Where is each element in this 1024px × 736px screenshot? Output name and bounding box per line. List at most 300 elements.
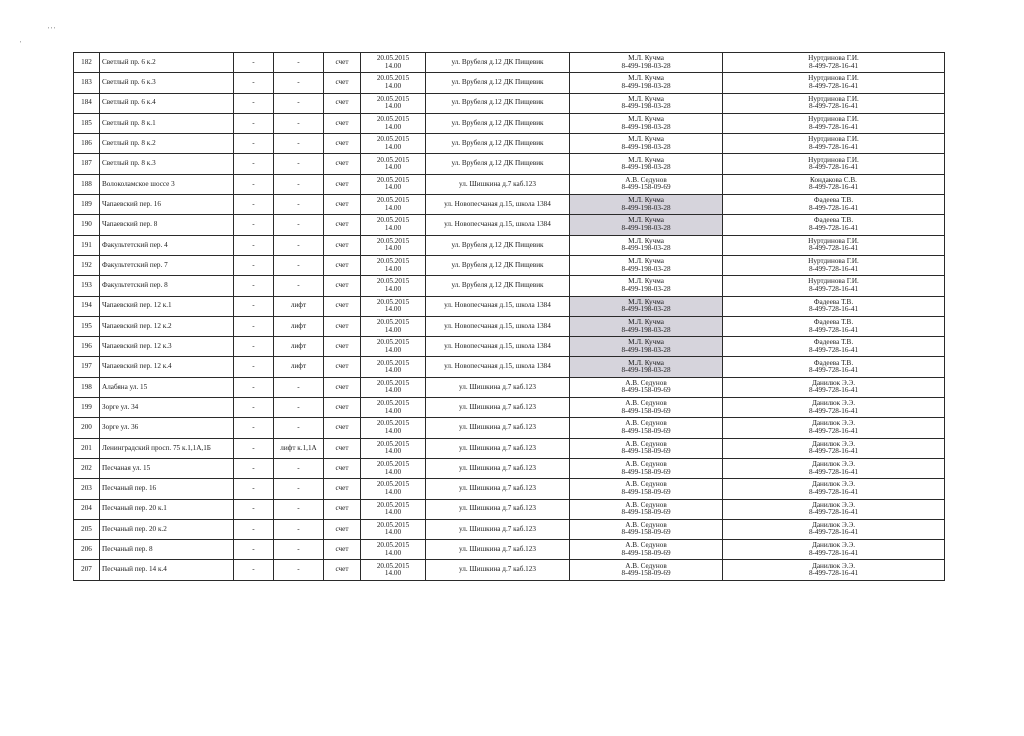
- row-number-cell: [74, 276, 100, 296]
- table-row: [74, 195, 945, 215]
- row-number: 192: [81, 260, 92, 269]
- address-cell: [100, 499, 234, 519]
- col-a-value: -: [252, 159, 255, 168]
- row-number: 184: [81, 98, 92, 107]
- meeting-date: 20.05.2015: [376, 500, 410, 509]
- col-a-cell: [234, 499, 274, 519]
- meeting-time: 14.00: [384, 183, 402, 192]
- address-cell: [100, 113, 234, 133]
- responsible-name: М.Л. Кучма: [628, 317, 664, 326]
- responsible-name: А.В. Седунов: [625, 399, 667, 408]
- col-b-value: -: [297, 57, 300, 66]
- responsible-phone: 8-499-158-09-69: [621, 183, 671, 192]
- meeting-date: 20.05.2015: [376, 175, 410, 184]
- col-c-cell: [324, 195, 361, 215]
- meeting-date: 20.05.2015: [376, 358, 410, 367]
- col-a-value: -: [252, 321, 255, 330]
- col-a-cell: [234, 560, 274, 580]
- col-a-cell: [234, 357, 274, 377]
- row-number-cell: [74, 215, 100, 235]
- row-number: 190: [81, 220, 92, 229]
- datetime-cell: [361, 479, 426, 499]
- meeting-date: 20.05.2015: [376, 94, 410, 103]
- meeting-date: 20.05.2015: [376, 74, 410, 83]
- col-a-value: -: [252, 524, 255, 533]
- responsible-phone: 8-499-158-09-69: [621, 406, 671, 415]
- row-number-cell: [74, 357, 100, 377]
- col-a-value: -: [252, 281, 255, 290]
- address-cell: [100, 296, 234, 316]
- address-text: Чапаевский пер. 8: [102, 220, 158, 229]
- contact-name: Нуртдинова Г.И.: [808, 114, 859, 123]
- meeting-location: ул. Шишкина д.7 каб.123: [459, 463, 536, 472]
- contact-phone: 8-499-728-16-41: [808, 203, 859, 212]
- responsible-cell: [570, 134, 723, 154]
- contact-cell: [723, 398, 945, 418]
- responsible-phone: 8-499-158-09-69: [621, 548, 671, 557]
- col-b-value: -: [297, 199, 300, 208]
- responsible-cell: [570, 276, 723, 296]
- contact-phone: 8-499-728-16-41: [808, 264, 859, 273]
- scan-artifact: ': [20, 40, 22, 48]
- meeting-date: 20.05.2015: [376, 460, 410, 469]
- contact-cell: [723, 255, 945, 275]
- meeting-date: 20.05.2015: [376, 439, 410, 448]
- address-text: Песчаный пер. 20 к.2: [102, 524, 167, 533]
- datetime-cell: [361, 519, 426, 539]
- col-a-value: -: [252, 118, 255, 127]
- meeting-time: 14.00: [384, 508, 402, 517]
- col-c-cell: [324, 276, 361, 296]
- meeting-date: 20.05.2015: [376, 155, 410, 164]
- meeting-location: ул. Шишкина д.7 каб.123: [459, 423, 536, 432]
- col-b-cell: [274, 154, 324, 174]
- col-b-cell: [274, 316, 324, 336]
- address-text: Волоколамское шоссе 3: [102, 179, 175, 188]
- col-b-value: -: [297, 98, 300, 107]
- location-cell: [426, 377, 570, 397]
- address-cell: [100, 154, 234, 174]
- col-b-cell: [274, 337, 324, 357]
- datetime-cell: [361, 296, 426, 316]
- meeting-time: 14.00: [384, 305, 402, 314]
- responsible-phone: 8-499-158-09-69: [621, 386, 671, 395]
- responsible-cell: [570, 458, 723, 478]
- row-number: 188: [81, 179, 92, 188]
- contact-cell: [723, 316, 945, 336]
- row-number-cell: [74, 195, 100, 215]
- row-number: 187: [81, 159, 92, 168]
- responsible-name: М.Л. Кучма: [628, 358, 664, 367]
- table-row: [74, 174, 945, 194]
- col-c-value: счет: [335, 463, 349, 472]
- contact-name: Нуртдинова Г.И.: [808, 94, 859, 103]
- contact-cell: [723, 540, 945, 560]
- address-text: Песчаный пер. 8: [102, 544, 153, 553]
- responsible-name: А.В. Седунов: [625, 500, 667, 509]
- meeting-location: ул. Шишкина д.7 каб.123: [459, 544, 536, 553]
- responsible-phone: 8-499-198-03-28: [621, 61, 671, 70]
- row-number-cell: [74, 458, 100, 478]
- col-a-cell: [234, 195, 274, 215]
- col-b-value: -: [297, 260, 300, 269]
- meeting-location: ул. Шишкина д.7 каб.123: [459, 524, 536, 533]
- responsible-name: М.Л. Кучма: [628, 196, 664, 205]
- col-c-cell: [324, 398, 361, 418]
- address-text: Зорге ул. 34: [102, 402, 139, 411]
- col-c-cell: [324, 377, 361, 397]
- row-number: 203: [81, 484, 92, 493]
- contact-phone: 8-499-728-16-41: [808, 447, 859, 456]
- responsible-cell: [570, 479, 723, 499]
- row-number: 193: [81, 281, 92, 290]
- location-cell: [426, 215, 570, 235]
- col-b-value: -: [297, 524, 300, 533]
- col-c-value: счет: [335, 78, 349, 87]
- address-cell: [100, 93, 234, 113]
- table-row: [74, 519, 945, 539]
- row-number: 183: [81, 78, 92, 87]
- col-c-value: счет: [335, 220, 349, 229]
- row-number: 191: [81, 240, 92, 249]
- col-b-value: -: [297, 565, 300, 574]
- col-c-cell: [324, 458, 361, 478]
- col-b-value: -: [297, 240, 300, 249]
- contact-phone: 8-499-728-16-41: [808, 224, 859, 233]
- meeting-location: ул. Новопесчаная д.15, школа 1384: [444, 342, 551, 351]
- responsible-phone: 8-499-198-03-28: [621, 305, 671, 314]
- col-b-cell: [274, 93, 324, 113]
- contact-phone: 8-499-728-16-41: [808, 183, 859, 192]
- contact-cell: [723, 357, 945, 377]
- col-a-value: -: [252, 544, 255, 553]
- address-text: Песчаный пер. 16: [102, 484, 157, 493]
- responsible-cell: [570, 560, 723, 580]
- datetime-cell: [361, 398, 426, 418]
- row-number-cell: [74, 53, 100, 73]
- meeting-location: ул. Врубеля д.12 ДК Пищевик: [451, 159, 544, 168]
- row-number-cell: [74, 255, 100, 275]
- contact-phone: 8-499-728-16-41: [808, 487, 859, 496]
- col-a-value: -: [252, 504, 255, 513]
- col-b-cell: [274, 418, 324, 438]
- datetime-cell: [361, 276, 426, 296]
- col-c-cell: [324, 215, 361, 235]
- col-c-cell: [324, 134, 361, 154]
- col-c-value: счет: [335, 118, 349, 127]
- row-number-cell: [74, 540, 100, 560]
- col-b-value: лифт: [290, 342, 307, 351]
- responsible-name: М.Л. Кучма: [628, 74, 664, 83]
- location-cell: [426, 73, 570, 93]
- responsible-cell: [570, 296, 723, 316]
- responsible-cell: [570, 316, 723, 336]
- location-cell: [426, 113, 570, 133]
- datetime-cell: [361, 316, 426, 336]
- responsible-cell: [570, 357, 723, 377]
- col-b-cell: [274, 560, 324, 580]
- col-b-cell: [274, 398, 324, 418]
- col-a-cell: [234, 93, 274, 113]
- responsible-phone: 8-499-158-09-69: [621, 528, 671, 537]
- address-cell: [100, 276, 234, 296]
- meeting-location: ул. Шишкина д.7 каб.123: [459, 179, 536, 188]
- address-text: Песчаный пер. 14 к.4: [102, 565, 167, 574]
- col-a-value: -: [252, 98, 255, 107]
- meeting-location: ул. Новопесчаная д.15, школа 1384: [444, 220, 551, 229]
- location-cell: [426, 235, 570, 255]
- col-a-cell: [234, 113, 274, 133]
- row-number-cell: [74, 499, 100, 519]
- col-a-cell: [234, 215, 274, 235]
- meeting-location: ул. Врубеля д.12 ДК Пищевик: [451, 57, 544, 66]
- responsible-phone: 8-499-198-03-28: [621, 203, 671, 212]
- col-a-cell: [234, 235, 274, 255]
- meeting-date: 20.05.2015: [376, 236, 410, 245]
- col-c-cell: [324, 438, 361, 458]
- responsible-phone: 8-499-158-09-69: [621, 426, 671, 435]
- col-a-cell: [234, 154, 274, 174]
- responsible-phone: 8-499-158-09-69: [621, 447, 671, 456]
- col-c-cell: [324, 479, 361, 499]
- contact-name: Нуртдинова Г.И.: [808, 236, 859, 245]
- table-row: [74, 134, 945, 154]
- address-text: Факультетский пер. 7: [102, 260, 168, 269]
- responsible-name: А.В. Седунов: [625, 419, 667, 428]
- col-b-cell: [274, 499, 324, 519]
- row-number-cell: [74, 113, 100, 133]
- meeting-date: 20.05.2015: [376, 561, 410, 570]
- datetime-cell: [361, 438, 426, 458]
- meeting-time: 14.00: [384, 528, 402, 537]
- contact-name: Данилюк Э.Э.: [811, 500, 856, 509]
- col-a-value: -: [252, 463, 255, 472]
- meeting-location: ул. Врубеля д.12 ДК Пищевик: [451, 139, 544, 148]
- col-b-cell: [274, 215, 324, 235]
- meeting-time: 14.00: [384, 163, 402, 172]
- col-b-cell: [274, 255, 324, 275]
- responsible-cell: [570, 93, 723, 113]
- responsible-cell: [570, 337, 723, 357]
- meeting-date: 20.05.2015: [376, 317, 410, 326]
- responsible-name: А.В. Седунов: [625, 541, 667, 550]
- table-row: [74, 215, 945, 235]
- contact-cell: [723, 560, 945, 580]
- location-cell: [426, 296, 570, 316]
- meeting-time: 14.00: [384, 325, 402, 334]
- col-b-cell: [274, 195, 324, 215]
- contact-cell: [723, 377, 945, 397]
- table-body: [74, 53, 945, 581]
- meeting-location: ул. Врубеля д.12 ДК Пищевик: [451, 260, 544, 269]
- col-b-value: -: [297, 220, 300, 229]
- address-text: Песчаная ул. 15: [102, 463, 151, 472]
- col-a-value: -: [252, 484, 255, 493]
- location-cell: [426, 418, 570, 438]
- contact-phone: 8-499-728-16-41: [808, 569, 859, 578]
- meeting-time: 14.00: [384, 386, 402, 395]
- row-number-cell: [74, 296, 100, 316]
- meeting-time: 14.00: [384, 345, 402, 354]
- col-c-cell: [324, 73, 361, 93]
- table-row: [74, 540, 945, 560]
- address-cell: [100, 438, 234, 458]
- location-cell: [426, 519, 570, 539]
- col-c-cell: [324, 93, 361, 113]
- meeting-location: ул. Врубеля д.12 ДК Пищевик: [451, 281, 544, 290]
- contact-phone: 8-499-728-16-41: [808, 386, 859, 395]
- col-c-value: счет: [335, 199, 349, 208]
- contact-phone: 8-499-728-16-41: [808, 345, 859, 354]
- responsible-phone: 8-499-198-03-28: [621, 102, 671, 111]
- col-b-value: лифт: [290, 301, 307, 310]
- col-b-value: -: [297, 159, 300, 168]
- col-b-value: -: [297, 179, 300, 188]
- responsible-name: М.Л. Кучма: [628, 216, 664, 225]
- col-a-cell: [234, 134, 274, 154]
- contact-phone: 8-499-728-16-41: [808, 122, 859, 131]
- meeting-time: 14.00: [384, 366, 402, 375]
- contact-name: Данилюк Э.Э.: [811, 460, 856, 469]
- meeting-date: 20.05.2015: [376, 541, 410, 550]
- contact-cell: [723, 134, 945, 154]
- col-c-cell: [324, 519, 361, 539]
- col-c-value: счет: [335, 382, 349, 391]
- address-cell: [100, 73, 234, 93]
- datetime-cell: [361, 93, 426, 113]
- contact-phone: 8-499-728-16-41: [808, 244, 859, 253]
- col-a-cell: [234, 438, 274, 458]
- col-a-value: -: [252, 57, 255, 66]
- contact-name: Нуртдинова Г.И.: [808, 257, 859, 266]
- contact-cell: [723, 276, 945, 296]
- scan-artifact: ' ' ': [48, 26, 56, 34]
- responsible-cell: [570, 113, 723, 133]
- address-text: Чапаевский пер. 12 к.4: [102, 362, 172, 371]
- col-b-value: -: [297, 139, 300, 148]
- col-b-cell: [274, 113, 324, 133]
- col-c-value: счет: [335, 281, 349, 290]
- contact-phone: 8-499-728-16-41: [808, 284, 859, 293]
- address-cell: [100, 357, 234, 377]
- meeting-time: 14.00: [384, 569, 402, 578]
- contact-name: Данилюк Э.Э.: [811, 561, 856, 570]
- address-text: Факультетский пер. 4: [102, 240, 168, 249]
- col-b-value: -: [297, 484, 300, 493]
- address-cell: [100, 53, 234, 73]
- contact-cell: [723, 438, 945, 458]
- table-row: [74, 479, 945, 499]
- responsible-cell: [570, 235, 723, 255]
- col-c-value: счет: [335, 544, 349, 553]
- meeting-date: 20.05.2015: [376, 378, 410, 387]
- col-b-cell: [274, 134, 324, 154]
- contact-name: Данилюк Э.Э.: [811, 399, 856, 408]
- col-b-value: -: [297, 382, 300, 391]
- location-cell: [426, 174, 570, 194]
- location-cell: [426, 134, 570, 154]
- row-number-cell: [74, 174, 100, 194]
- contact-name: Данилюк Э.Э.: [811, 480, 856, 489]
- col-a-value: -: [252, 382, 255, 391]
- meeting-date: 20.05.2015: [376, 135, 410, 144]
- datetime-cell: [361, 337, 426, 357]
- col-b-cell: [274, 174, 324, 194]
- datetime-cell: [361, 235, 426, 255]
- table-row: [74, 398, 945, 418]
- col-a-value: -: [252, 220, 255, 229]
- contact-phone: 8-499-728-16-41: [808, 142, 859, 151]
- location-cell: [426, 458, 570, 478]
- address-text: Светлый пр. 8 к.3: [102, 159, 156, 168]
- col-b-value: -: [297, 118, 300, 127]
- meeting-date: 20.05.2015: [376, 277, 410, 286]
- col-b-cell: [274, 357, 324, 377]
- col-b-value: -: [297, 544, 300, 553]
- col-b-value: лифт: [290, 321, 307, 330]
- meeting-location: ул. Врубеля д.12 ДК Пищевик: [451, 118, 544, 127]
- meeting-date: 20.05.2015: [376, 520, 410, 529]
- col-c-value: счет: [335, 321, 349, 330]
- contact-cell: [723, 499, 945, 519]
- datetime-cell: [361, 53, 426, 73]
- datetime-cell: [361, 134, 426, 154]
- meeting-location: ул. Шишкина д.7 каб.123: [459, 443, 536, 452]
- col-c-value: счет: [335, 423, 349, 432]
- meeting-location: ул. Новопесчаная д.15, школа 1384: [444, 321, 551, 330]
- address-cell: [100, 195, 234, 215]
- meeting-time: 14.00: [384, 467, 402, 476]
- row-number-cell: [74, 377, 100, 397]
- row-number: 185: [81, 118, 92, 127]
- col-b-value: лифт к.1,1А: [280, 443, 317, 452]
- table-row: [74, 357, 945, 377]
- responsible-phone: 8-499-198-03-28: [621, 122, 671, 131]
- row-number-cell: [74, 418, 100, 438]
- col-a-cell: [234, 255, 274, 275]
- contact-name: Нуртдинова Г.И.: [808, 74, 859, 83]
- table-row: [74, 316, 945, 336]
- col-b-cell: [274, 519, 324, 539]
- responsible-cell: [570, 377, 723, 397]
- col-c-value: счет: [335, 179, 349, 188]
- col-c-cell: [324, 560, 361, 580]
- responsible-cell: [570, 438, 723, 458]
- meeting-time: 14.00: [384, 203, 402, 212]
- table-row: [74, 377, 945, 397]
- row-number-cell: [74, 93, 100, 113]
- col-a-cell: [234, 174, 274, 194]
- location-cell: [426, 53, 570, 73]
- col-b-cell: [274, 296, 324, 316]
- row-number: 194: [81, 301, 92, 310]
- address-text: Светлый пр. 8 к.1: [102, 118, 156, 127]
- table-row: [74, 337, 945, 357]
- meeting-date: 20.05.2015: [376, 419, 410, 428]
- table-row: [74, 296, 945, 316]
- meeting-location: ул. Новопесчаная д.15, школа 1384: [444, 199, 551, 208]
- responsible-cell: [570, 540, 723, 560]
- address-cell: [100, 519, 234, 539]
- col-b-value: -: [297, 78, 300, 87]
- address-cell: [100, 337, 234, 357]
- address-text: Чапаевский пер. 12 к.3: [102, 342, 172, 351]
- contact-name: Фадеева Т.В.: [813, 338, 854, 347]
- col-a-cell: [234, 418, 274, 438]
- col-a-cell: [234, 540, 274, 560]
- row-number-cell: [74, 337, 100, 357]
- responsible-name: М.Л. Кучма: [628, 338, 664, 347]
